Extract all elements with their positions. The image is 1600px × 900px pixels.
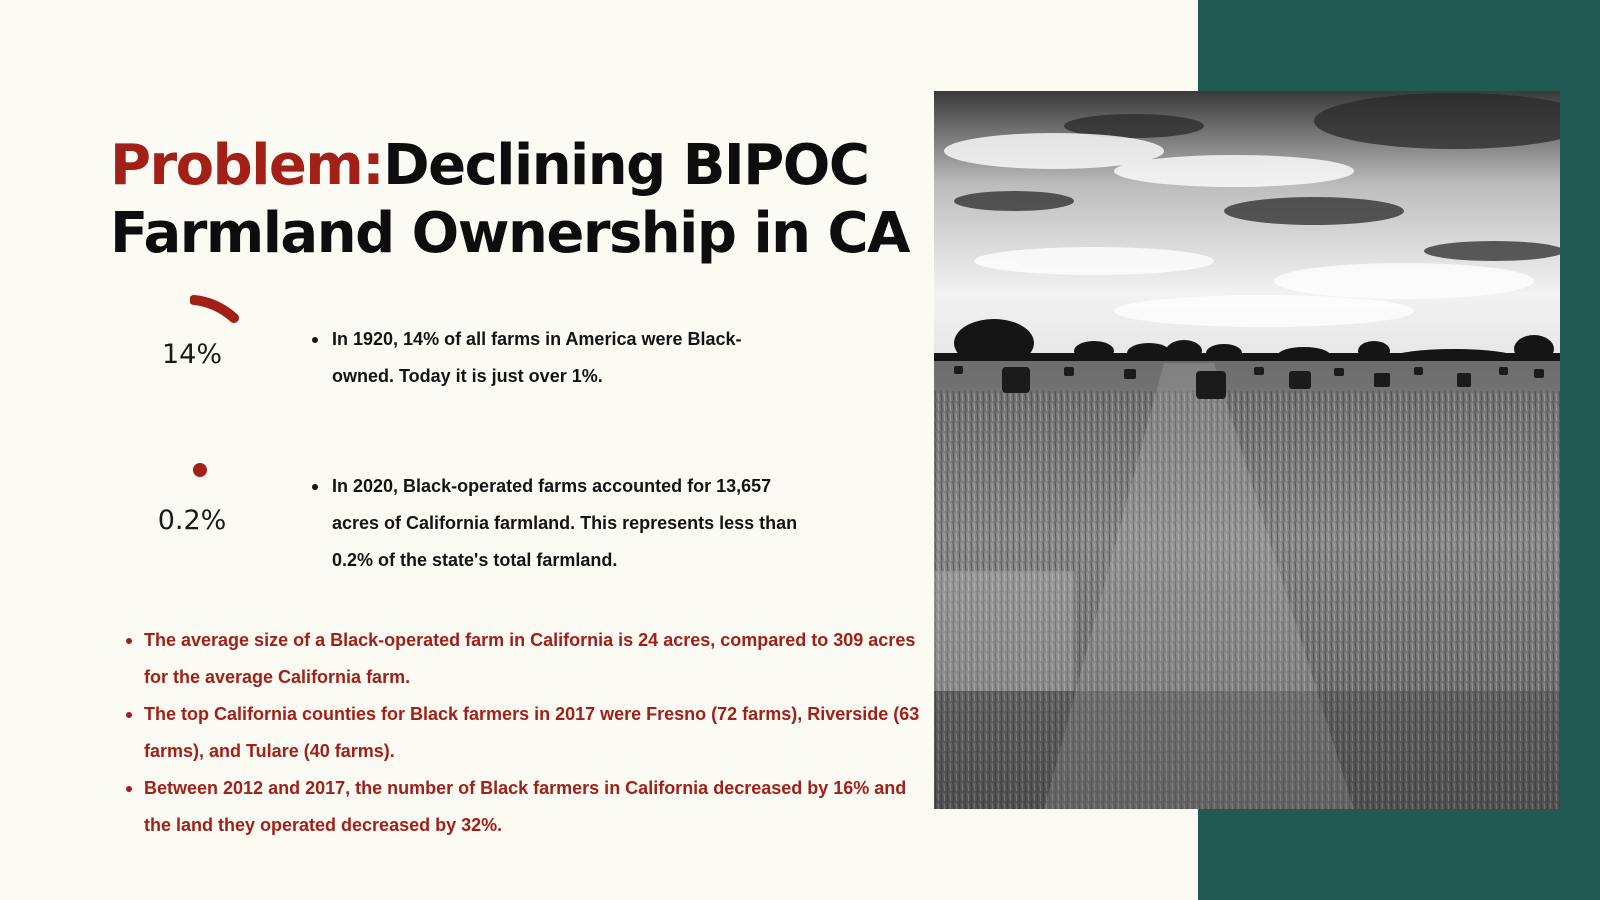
list-item: The top California counties for Black farmers in 2017 were Fresno (72 farms), Riverside (63 farms), and Tulare (40 farms). [124,696,924,770]
swoosh-icon [190,292,242,328]
farm-field-photo [934,91,1560,809]
list-item: The average size of a Black-operated farm in California is 24 acres, compared to 309 acres for the average California farm. [124,622,924,696]
title-main: Declining BIPOC Farmland Ownership in CA [110,133,909,266]
title-accent: Problem: [110,133,384,198]
key-facts-list [124,622,924,844]
stat-value-0-2-percent: 0.2% [157,505,227,536]
page-title [110,132,910,268]
stat-description-list [312,468,822,579]
list-item: In 1920, 14% of all farms in America were Black-owned. Today it is just over 1%. [312,321,782,395]
list-item: Between 2012 and 2017, the number of Black farmers in California decreased by 16% and the land they operated decreased by 32%. [124,770,924,844]
list-item: In 2020, Black-operated farms accounted for 13,657 acres of California farmland. This represents less than 0.2% of the state's total farmland. [312,468,822,579]
dot-icon [192,462,208,478]
stat-value-14-percent: 14% [161,339,222,370]
stat-description-list [312,321,782,395]
